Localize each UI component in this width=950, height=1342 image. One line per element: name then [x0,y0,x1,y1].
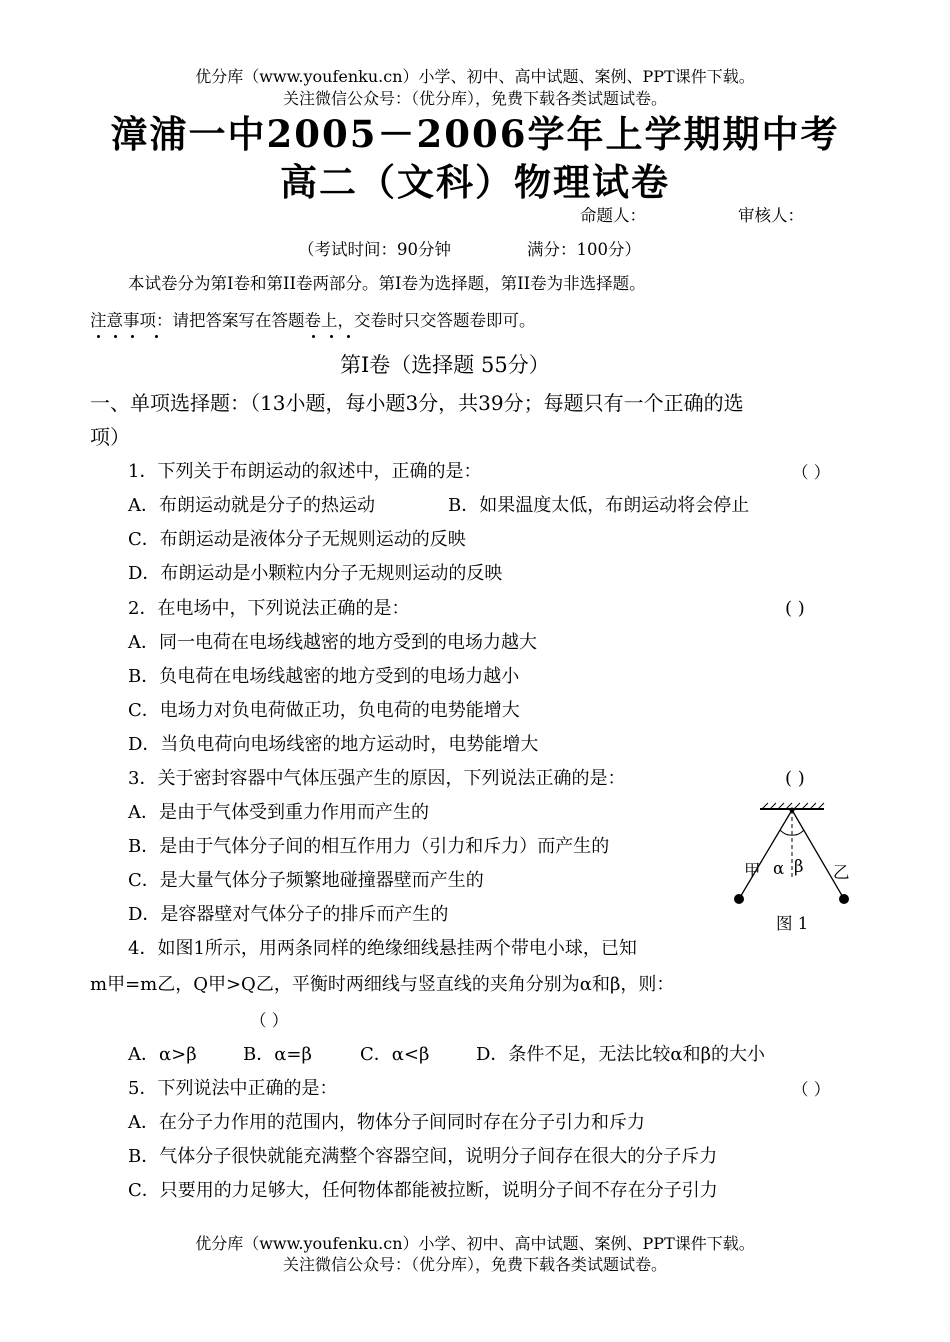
reviewer-label: 审核人： [738,206,804,225]
exam-title-line-1: 漳浦一中2005－2006学年上学期期中考 [110,112,840,156]
exam-time: （考试时间：90分钟 [298,240,451,259]
q4-option-a: A．α>β [128,1044,197,1065]
label-alpha: α [773,859,785,878]
q4-stem-line-1: 4．如图1所示，用两条同样的绝缘细线悬挂两个带电小球，已知 [128,938,637,959]
label-yi: 乙 [833,863,850,882]
q3-option-a: A．是由于气体受到重力作用而产生的 [128,802,429,823]
right-ball [839,894,849,904]
q4-option-b: B．α=β [243,1044,312,1065]
q2-option-b: B．负电荷在电场线越密的地方受到的电场力越小 [128,666,520,687]
section-title: 第I卷（选择题 55分） [340,353,550,377]
q2-option-c: C．电场力对负电荷做正功，负电荷的电势能增大 [128,700,520,721]
q3-stem: 3．关于密封容器中气体压强产生的原因，下列说法正确的是： [128,768,626,789]
section-heading-line-1: 一、单项选择题：（13小题，每小题3分，共39分；每题只有一个正确的选 [90,391,744,415]
q1-stem: 1．下列关于布朗运动的叙述中，正确的是： [128,461,482,482]
q1-option-c: C．布朗运动是液体分子无规则运动的反映 [128,529,466,550]
header-line-1: 优分库（www.youfenku.cn）小学、初中、高中试题、案例、PPT课件下载。 [195,67,755,86]
section-heading-line-2: 项） [90,425,130,449]
q5-stem: 5．下列说法中正确的是： [128,1078,338,1099]
label-jia: 甲 [744,861,761,880]
q3-option-d: D．是容器壁对气体分子的排斥而产生的 [128,904,449,925]
exam-title-line-2: 高二（文科）物理试卷 [280,160,670,204]
exam-score: 满分：100分） [527,240,641,259]
footer-line-2: 关注微信公众号：（优分库），免费下载各类试题试卷。 [282,1255,667,1274]
alpha-arc [780,830,792,835]
notice-text: 注意事项：请把答案写在答题卷上，交卷时只交答题卷即可。 [90,311,536,330]
q1-option-b: B．如果温度太低，布朗运动将会停止 [448,495,750,516]
beta-arc [792,830,804,835]
q3-answer-bracket: ( ) [785,768,805,789]
left-thread [739,810,792,899]
q1-option-d: D．布朗运动是小颗粒内分子无规则运动的反映 [128,563,503,584]
q1-answer-bracket: （ ） [792,463,831,482]
header-line-2: 关注微信公众号：（优分库），免费下载各类试题试卷。 [282,89,667,108]
author-label: 命题人： [580,206,646,225]
q2-option-a: A．同一电荷在电场线越密的地方受到的电场力越大 [128,632,537,653]
q5-answer-bracket: （ ） [792,1080,831,1099]
q2-option-d: D．当负电荷向电场线密的地方运动时，电势能增大 [128,734,539,755]
q5-option-b: B．气体分子很快就能充满整个容器空间，说明分子间存在很大的分子斥力 [128,1146,718,1167]
q4-option-c: C．α<β [360,1044,430,1065]
q3-option-b: B．是由于气体分子间的相互作用力（引力和斥力）而产生的 [128,836,610,857]
q5-option-a: A．在分子力作用的范围内，物体分子间同时存在分子引力和斥力 [128,1112,645,1133]
label-beta: β [794,857,804,876]
left-ball [734,894,744,904]
q2-answer-bracket: ( ) [785,598,805,619]
q2-stem: 2．在电场中，下列说法正确的是： [128,598,410,619]
figure-caption: 图 1 [776,914,809,933]
footer-line-1: 优分库（www.youfenku.cn）小学、初中、高中试题、案例、PPT课件下载。 [195,1234,755,1253]
q4-answer-bracket: （ ） [250,1011,289,1030]
intro-text: 本试卷分为第I卷和第II卷两部分。第I卷为选择题，第II卷为非选择题。 [128,274,646,293]
q4-stem-line-2: m甲=m乙，Q甲>Q乙，平衡时两细线与竖直线的夹角分别为α和β，则： [90,974,675,995]
right-thread [792,810,844,899]
q3-option-c: C．是大量气体分子频繁地碰撞器壁而产生的 [128,870,484,891]
q1-option-a: A．布朗运动就是分子的热运动 [128,495,375,516]
q4-option-d: D．条件不足，无法比较α和β的大小 [476,1044,765,1065]
q5-option-c: C．只要用的力足够大，任何物体都能被拉断，说明分子间不存在分子引力 [128,1180,718,1201]
